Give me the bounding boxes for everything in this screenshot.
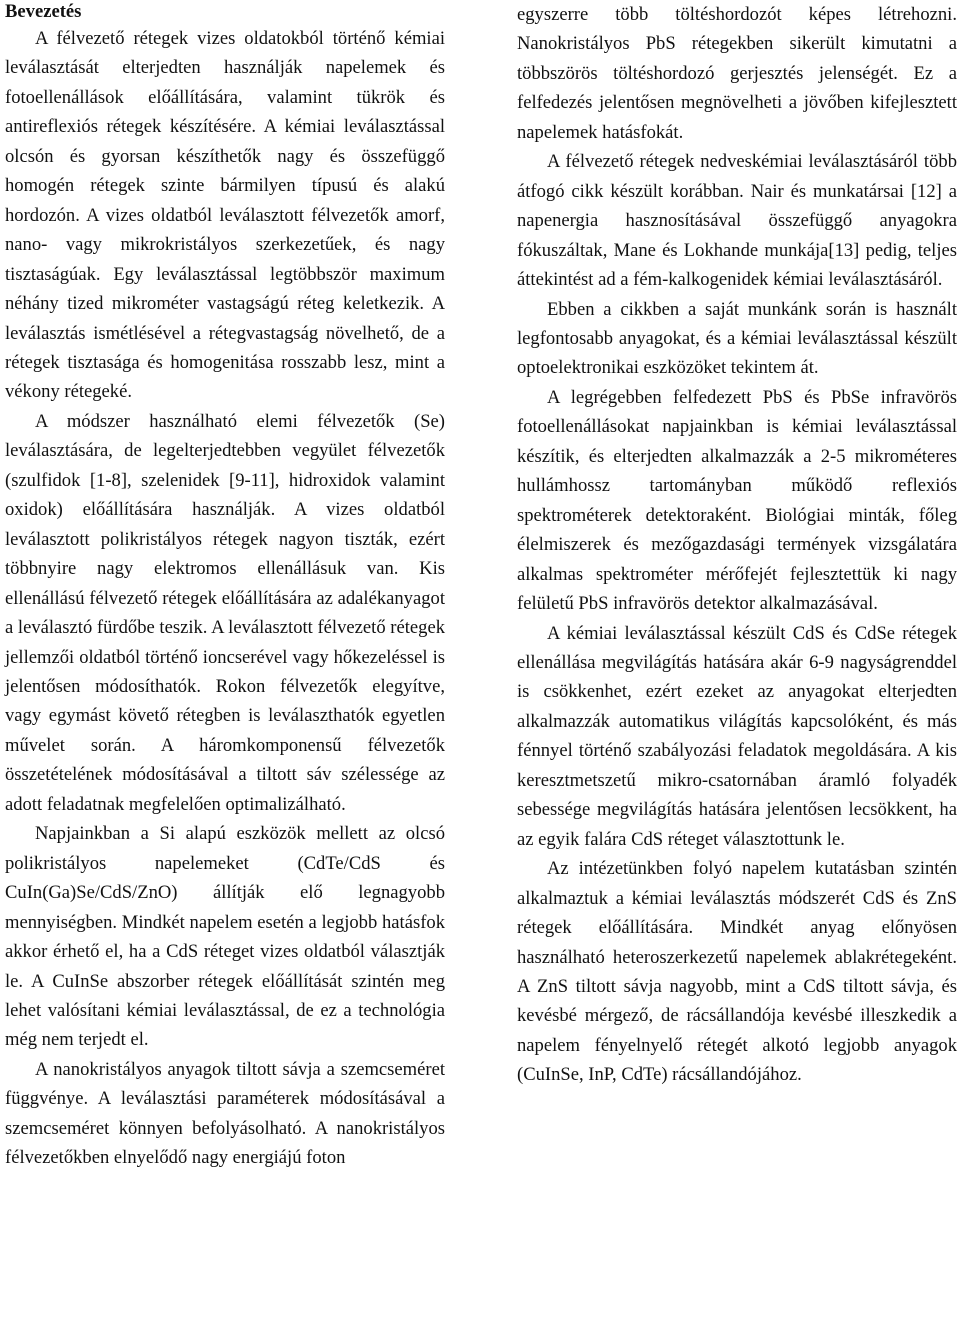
paragraph-continuation: egyszerre több töltéshordozót képes létrehozni. Nanokristályos PbS rétegekben sikerült kimutatni a többszörös töltéshordozó gerjesztés jelenségét. Ez a felfedezés jelentősen megnövelheti a jövőben kifejlesztett napelemek hatásfokát. <box>517 4 957 143</box>
paragraph-solar-cells: Napjainkban a Si alapú eszközök mellett az olcsó polikristályos napelemeket (CdTe/CdS és CuIn(Ga)Se/CdS/ZnO) állítják elő legnagyobb mennyiségben. Mindkét napelem esetén a legjobb hatásfok akkor érhető el, ha a CdS réteget vizes oldatból választják le. A CuInSe abszorber rétegek előállítását szintén meg lehet valósítani kémiai leválasztással, de ez a technológia még nem terjedt el. <box>5 823 445 1051</box>
paragraph-intro: A félvezető rétegek vizes oldatokból történő kémiai leválasztását elterjedten használják napelemek és fotoellenállások előállítására, valamint tükrök és antireflexiós rétegek készítésére. A kémiai leválasztással olcsón és gyorsan készíthetők nagy és összefüggő homogén rétegek szinte bármilyen típusú és alakú hordozón. A vizes oldatból leválasztott félvezetők amorf, nano- vagy mikrokristályos szerkezetűek, és nagy tisztaságúak. Egy leválasztással legtöbbször maximum néhány tized mikrométer vastagságú réteg keletkezik. A leválasztás ismétlésével a rétegvastagság növelhető, de a rétegek tisztasága és homogenitása rosszabb lesz, mint a vékony rétegeké. <box>5 28 445 403</box>
paragraph-scope: Ebben a cikkben a saját munkánk során is használt legfontosabb anyagokat, és a kémiai leválasztással készült optoelektronikai eszközöket tekintem át. <box>517 298 957 379</box>
right-column <box>517 0 957 1090</box>
paragraph-method: A módszer használható elemi félvezetők (Se) leválasztására, de legelterjedtebben vegyület félvezetők (szulfidok [1-8], szelenidek [9-11], hidroxidok valamint oxidok) előállítására használják. A vizes oldatból leválasztott polikristályos rétegek nagyon tiszták, ezért többnyire nagy elektromos ellenállásuk van. Kis ellenállású félvezető rétegek előállítására az adalékanyagot a leválasztó fürdőbe teszik. A leválasztott félvezető rétegek jellemzői oldatból történő ioncserével vagy hőkezeléssel is jelentősen módosíthatók. Rokon félvezetők elegyítve, vagy egymást követő rétegben is leválaszthatók egyetlen művelet során. A háromkomponensű félvezetők összetételének módosításával a tiltott sáv szélessége az adott feladatnak megfelelően optimalizálható. <box>5 410 445 815</box>
paragraph-institute-research: Az intézetünkben folyó napelem kutatásban szintén alkalmaztuk a kémiai leválasztás módszerét CdS és ZnS rétegek előállítására. Mindkét anyag előnyösen használható heteroszerkezetű napelemek ablakrétegeként. A ZnS tiltott sávja nagyobb, mint a CdS tiltott sávja, és kevésbé mérgező, de rácsállandója kevésbé illeszkedik a napelem fényelnyelő rétegét alkotó legjobb anyagok (CuInSe, InP, CdTe) rácsállandójához. <box>517 858 957 1086</box>
paragraph-cds-cdse: A kémiai leválasztással készült CdS és CdSe rétegek ellenállása megvilágítás hatására akár 6-9 nagyságrenddel is csökkenhet, ezért ezeket az anyagokat elterjedten alkalmazzák automatikus világítás kapcsolóként, és más fénnyel történő szabályozási feladatok megoldására. A kis keresztmetszetű mikro-csatornában áramló folyadék sebessége megvilágítás hatására jelentősen lecsökkent, ha az egyik falára CdS réteget választottunk le. <box>517 622 957 850</box>
paragraph-nanocrystals: A nanokristályos anyagok tiltott sávja a szemcseméret függvénye. A leválasztási paraméterek módosításával a szemcseméret könnyen befolyásolható. A nanokristályos félvezetőkben elnyelődő nagy energiájú foton <box>5 1058 445 1169</box>
section-heading: Bevezetés <box>5 1 82 22</box>
paragraph-pbs-detectors: A legrégebben felfedezett PbS és PbSe infravörös fotoellenállásokat napjainkban is kémiai leválasztással készítik, és elterjedten alkalmazzák a 2-5 mikrométeres hullámhossz tartományban működő reflexiós spektrométerek detektoraként. Biológiai minták, főleg élelmiszerek és mezőgazdasági termények vizsgálatára alkalmas spektrométer mérőfejét fejlesztettük ki nagy felületű PbS infravörös detektor alkalmazásával. <box>517 386 957 615</box>
paragraph-reviews: A félvezető rétegek nedveskémiai leválasztásáról több átfogó cikk készült korábban. Nair és munkatársai [12] a napenergia hasznosításával összefüggő anyagokra fókuszáltak, Mane és Lokhande munkája[13] pedig, teljes áttekintést ad a fém-kalkogenidek kémiai leválasztásáról. <box>517 151 957 291</box>
left-column <box>5 0 445 1173</box>
